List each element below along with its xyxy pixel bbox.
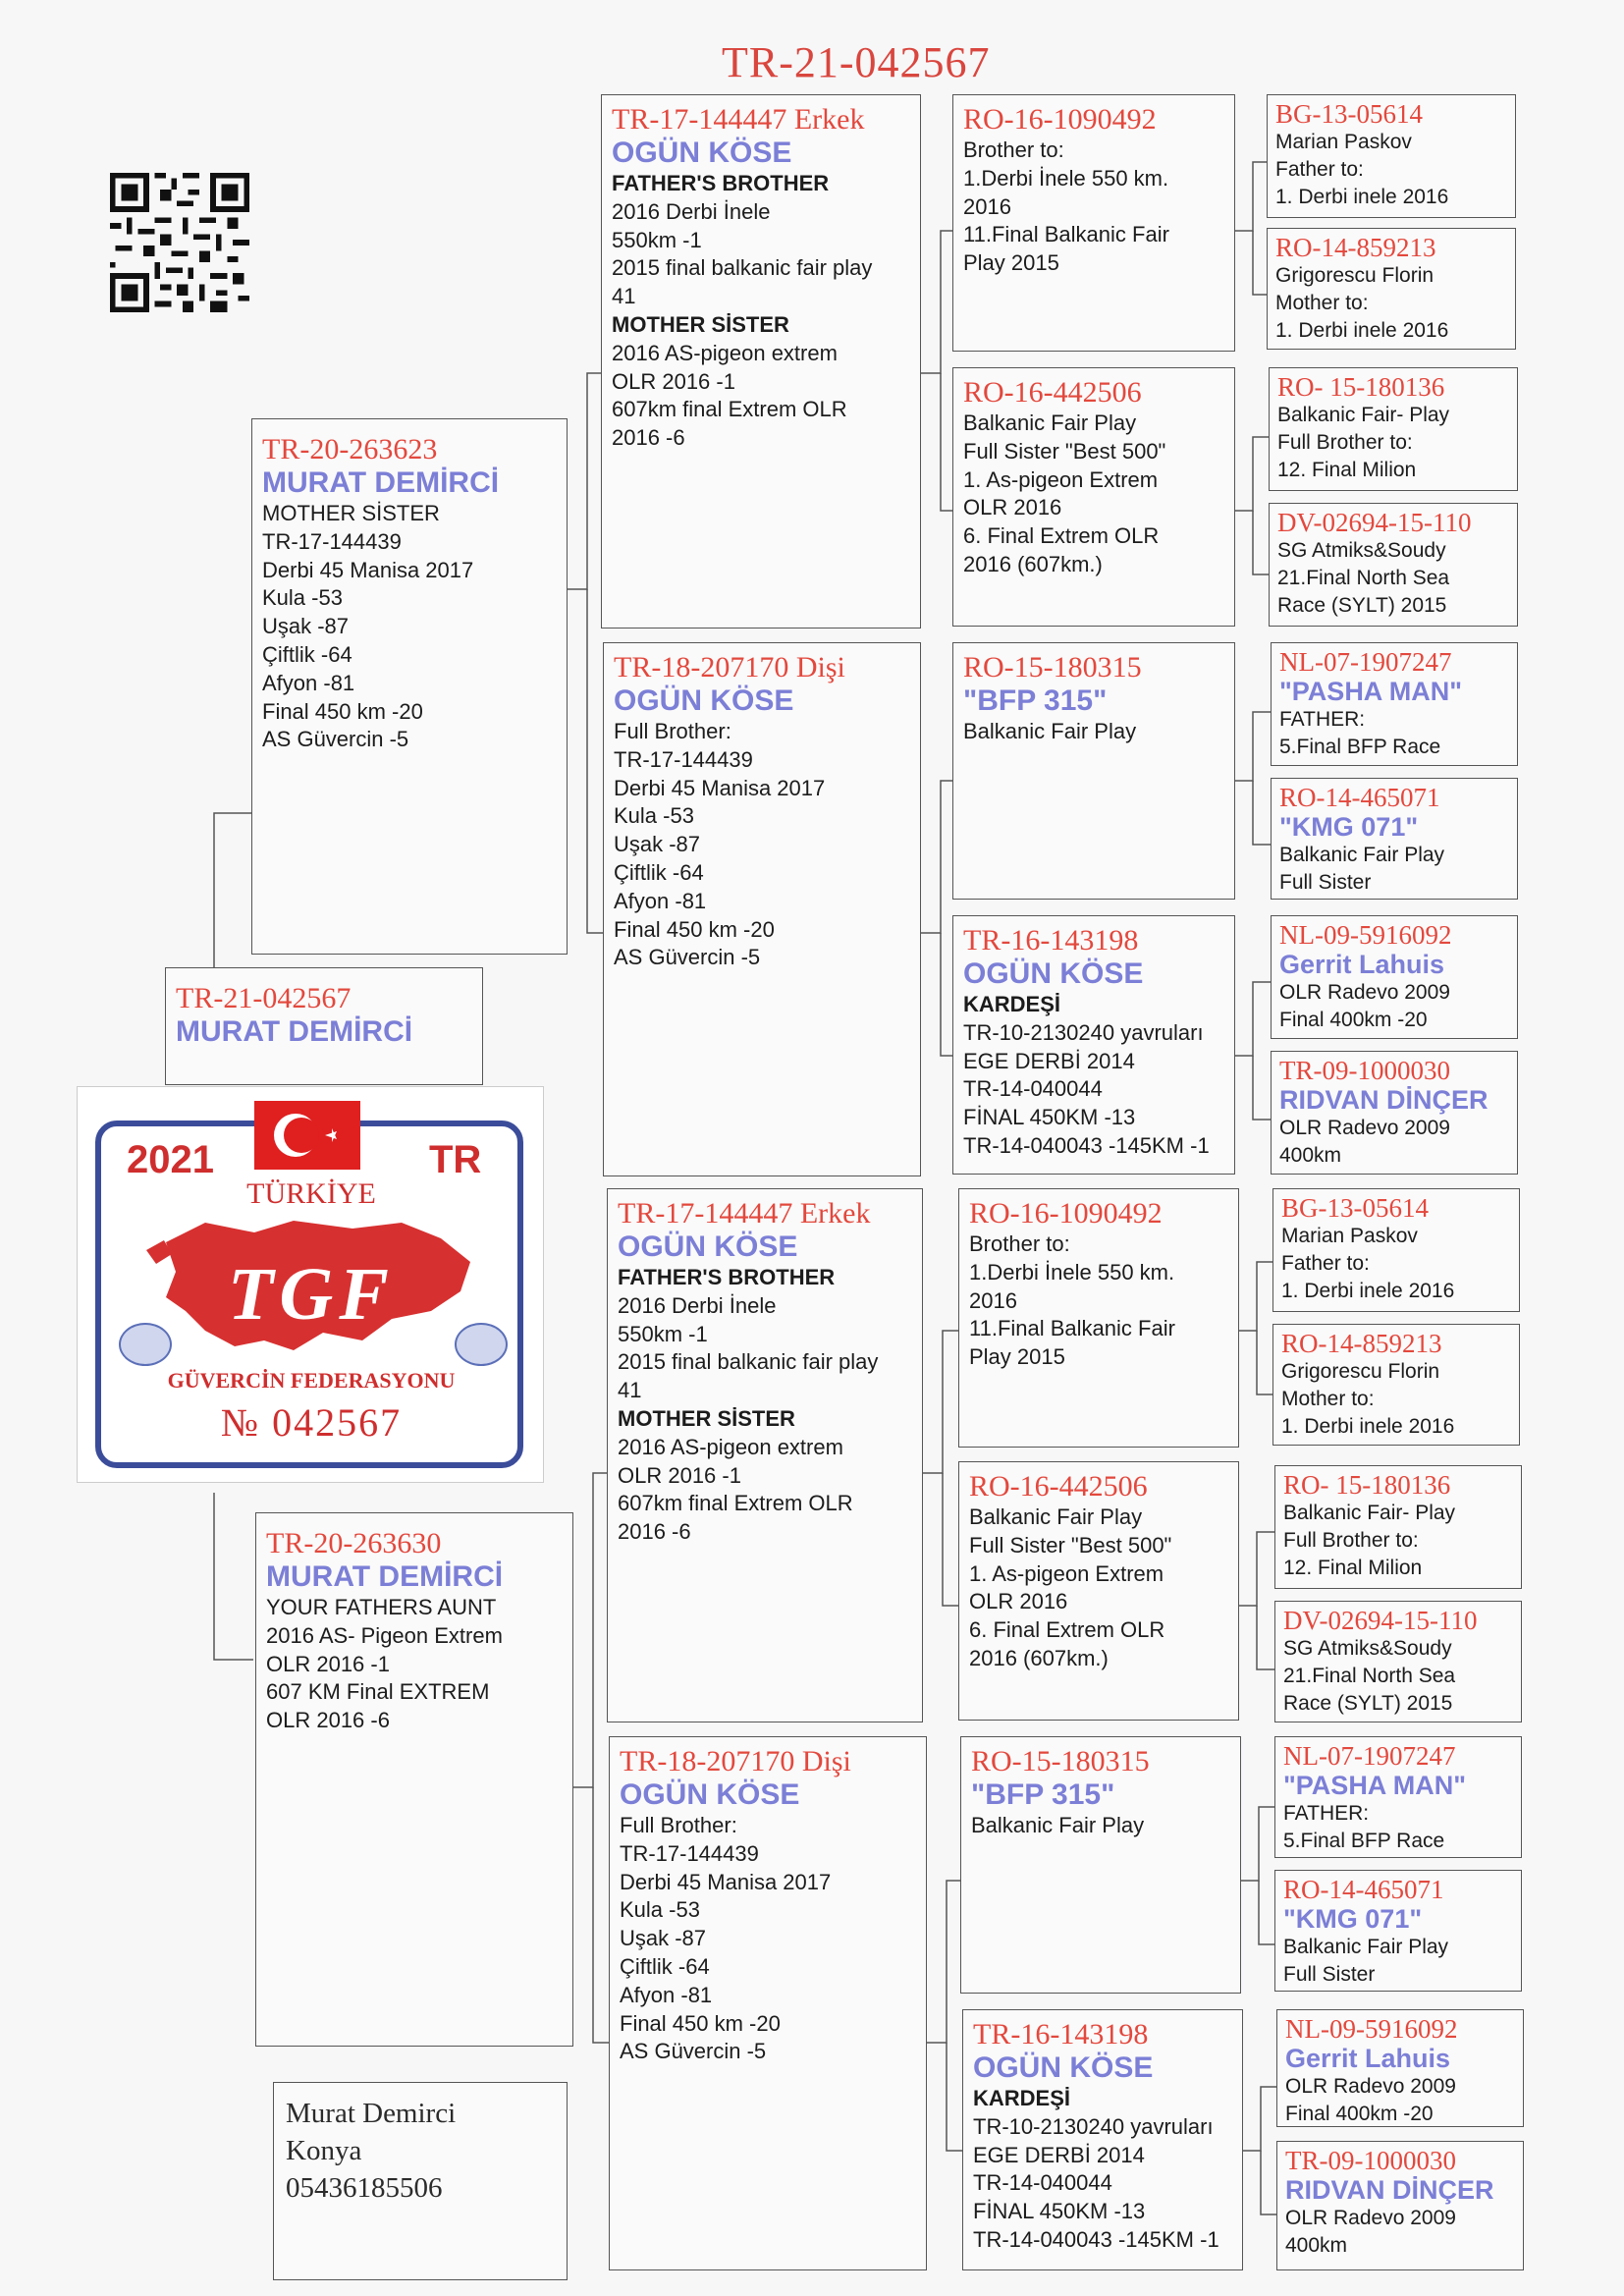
gggp-ring: RO- 15-180136: [1277, 372, 1445, 402]
note-line: Derbi 45 Manisa 2017: [620, 1869, 832, 1894]
note-line: MOTHER SİSTER: [262, 501, 440, 525]
note-line: 2016 Derbi İnele: [618, 1292, 777, 1318]
gggp-ring: DV-02694-15-110: [1283, 1606, 1478, 1635]
gggp-ring: BG-13-05614: [1281, 1193, 1429, 1223]
turkish-flag-icon: [254, 1101, 360, 1170]
pedigree-title: TR-21-042567: [722, 38, 991, 86]
gggp-notes: [1283, 1934, 1513, 1989]
note-line: 6. Final Extrem OLR: [969, 1617, 1165, 1643]
ggp-notes: [973, 2085, 1232, 2255]
note-line: Final 450 km -20: [620, 2010, 781, 2036]
note-line: FATHER'S BROTHER: [618, 1265, 836, 1289]
note-line: 11.Final Balkanic Fair: [963, 222, 1169, 247]
gg-grandparent-box-16: [1276, 2141, 1524, 2270]
note-line: 41: [618, 1378, 642, 1403]
note-line: Afyon -81: [262, 670, 355, 695]
note-line: 1. Derbi inele 2016: [1275, 319, 1449, 342]
ggp-owner: OGÜN KÖSE: [973, 2051, 1154, 2084]
note-line: Race (SYLT) 2015: [1277, 594, 1447, 617]
note-line: Kula -53: [262, 585, 343, 611]
note-line: 2016: [963, 193, 1011, 219]
gggp-notes: [1279, 1115, 1509, 1170]
note-line: Full Brother to:: [1283, 1529, 1419, 1552]
note-line: TR-17-144439: [620, 1840, 759, 1866]
gggp-owner: RIDVAN DİNÇER: [1279, 1085, 1489, 1115]
note-line: Full Brother to:: [1277, 431, 1413, 454]
note-line: 607 KM Final EXTREM: [266, 1679, 490, 1705]
note-line: Kula -53: [620, 1897, 700, 1923]
note-line: OLR 2016 -1: [612, 368, 735, 394]
note-line: FATHER:: [1279, 708, 1366, 731]
subject-ring: TR-21-042567: [176, 982, 352, 1014]
great-grandparent-box-8: [962, 2009, 1243, 2270]
grandparent-ring: TR-17-144447 Erkek: [612, 103, 865, 136]
gggp-ring: NL-09-5916092: [1279, 920, 1452, 950]
note-line: Play 2015: [963, 250, 1059, 276]
note-line: Çiftlik -64: [614, 859, 704, 885]
note-line: AS Güvercin -5: [614, 945, 761, 970]
note-line: OLR 2016 -6: [266, 1708, 390, 1733]
note-line: 550km -1: [612, 227, 702, 252]
card-year: 2021: [127, 1138, 214, 1181]
note-line: OLR Radevo 2009: [1279, 981, 1450, 1004]
note-line: Father to:: [1281, 1252, 1370, 1275]
gggp-owner: "PASHA MAN": [1283, 1771, 1467, 1800]
gg-grandparent-box-15: [1276, 2009, 1524, 2127]
gg-grandparent-box-8: [1271, 1051, 1518, 1175]
gg-grandparent-box-6: [1271, 778, 1518, 900]
gg-grandparent-box-9: [1272, 1188, 1520, 1312]
note-line: Kula -53: [614, 803, 694, 829]
note-line: Race (SYLT) 2015: [1283, 1692, 1453, 1715]
gggp-owner: "PASHA MAN": [1279, 677, 1463, 706]
note-line: Derbi 45 Manisa 2017: [614, 775, 826, 800]
gggp-ring: TR-09-1000030: [1279, 1056, 1450, 1085]
grandparent-ring: TR-18-207170 Dişi: [614, 651, 845, 683]
grandparent-box-2: [603, 642, 921, 1176]
note-line: 1. As-pigeon Extrem: [969, 1560, 1164, 1586]
note-line: 41: [612, 284, 636, 309]
note-line: Full Sister: [1279, 871, 1372, 894]
breeder-phone: 05436185506: [286, 2172, 443, 2204]
gggp-owner: RIDVAN DİNÇER: [1285, 2175, 1494, 2205]
gggp-ring: NL-09-5916092: [1285, 2014, 1458, 2044]
gggp-ring: TR-09-1000030: [1285, 2146, 1456, 2175]
note-line: Grigorescu Florin: [1275, 264, 1435, 287]
parent-box-1: [251, 418, 568, 955]
card-country-code: TR: [429, 1138, 482, 1181]
note-line: TR-17-144439: [614, 746, 753, 772]
gggp-notes: [1283, 1635, 1513, 1718]
gggp-owner: "KMG 071": [1279, 812, 1419, 842]
note-line: Mother to:: [1275, 292, 1369, 314]
great-grandparent-box-6: [958, 1461, 1239, 1721]
note-line: 607km final Extrem OLR: [612, 397, 847, 422]
note-line: Balkanic Fair- Play: [1277, 404, 1450, 426]
note-line: Full Sister "Best 500": [969, 1532, 1172, 1558]
ggp-ring: TR-16-143198: [973, 2018, 1149, 2050]
note-line: Marian Paskov: [1275, 131, 1412, 153]
gggp-notes: [1277, 402, 1509, 484]
gggp-owner: Gerrit Lahuis: [1279, 950, 1445, 979]
note-line: Balkanic Fair Play: [1283, 1936, 1449, 1958]
note-line: 5.Final BFP Race: [1283, 1830, 1445, 1852]
gggp-notes: [1285, 2073, 1515, 2127]
grandparent-notes: [612, 170, 910, 453]
gggp-notes: [1277, 537, 1509, 620]
tgf-ring-card: [77, 1086, 544, 1483]
gggp-notes: [1275, 262, 1507, 345]
note-line: 2016 (607km.): [969, 1645, 1109, 1670]
note-line: FİNAL 450KM -13: [963, 1105, 1136, 1130]
note-line: 1.Derbi İnele 550 km.: [969, 1259, 1175, 1285]
ggp-notes: [971, 1812, 1230, 1840]
ggp-ring: RO-16-1090492: [969, 1197, 1163, 1230]
note-line: 2015 final balkanic fair play: [612, 255, 873, 281]
ggp-ring: TR-16-143198: [963, 924, 1139, 957]
gg-grandparent-box-1: [1267, 94, 1516, 218]
gggp-ring: NL-07-1907247: [1283, 1741, 1456, 1771]
breeder-info-box: [273, 2082, 568, 2280]
note-line: Final 400km -20: [1279, 1009, 1428, 1031]
gggp-ring: RO-14-859213: [1275, 233, 1436, 262]
note-line: Balkanic Fair Play: [971, 1813, 1145, 1837]
note-line: 12. Final Milion: [1283, 1557, 1423, 1579]
note-line: Balkanic Fair Play: [969, 1504, 1143, 1529]
ggp-owner: OGÜN KÖSE: [963, 957, 1144, 990]
note-line: TR-10-2130240 yavruları: [963, 1019, 1204, 1045]
note-line: Balkanic Fair Play: [1279, 844, 1445, 866]
note-line: Çiftlik -64: [262, 641, 352, 667]
card-ring-number: № 042567: [220, 1400, 403, 1445]
grandparent-owner: OGÜN KÖSE: [614, 684, 794, 717]
note-line: 12. Final Milion: [1277, 459, 1417, 481]
gggp-ring: RO- 15-180136: [1283, 1470, 1451, 1500]
note-line: Afyon -81: [620, 1982, 713, 2007]
breeder-city: Konya: [286, 2135, 362, 2166]
note-line: OLR 2016 -1: [266, 1651, 390, 1676]
note-line: 2016 AS-pigeon extrem: [612, 340, 838, 365]
grandparent-notes: [618, 1264, 912, 1547]
gggp-ring: DV-02694-15-110: [1277, 508, 1472, 537]
parent-ring: TR-20-263630: [266, 1527, 442, 1559]
gggp-ring: NL-07-1907247: [1279, 647, 1452, 677]
note-line: Full Sister: [1283, 1963, 1376, 1986]
note-line: Final 450 km -20: [262, 698, 423, 724]
note-line: Marian Paskov: [1281, 1225, 1418, 1247]
parent-ring: TR-20-263623: [262, 433, 438, 465]
gggp-notes: [1281, 1223, 1511, 1305]
great-grandparent-box-4: [952, 915, 1235, 1175]
note-line: OLR Radevo 2009: [1285, 2207, 1456, 2229]
grandparent-ring: TR-18-207170 Dişi: [620, 1745, 851, 1777]
ggp-owner: "BFP 315": [963, 684, 1108, 717]
note-line: 6. Final Extrem OLR: [963, 523, 1160, 549]
note-line: OLR Radevo 2009: [1285, 2075, 1456, 2098]
gggp-ring: RO-14-465071: [1283, 1875, 1444, 1904]
great-grandparent-box-3: [952, 642, 1235, 900]
gg-grandparent-box-11: [1274, 1465, 1522, 1589]
note-line: Derbi 45 Manisa 2017: [262, 557, 474, 582]
note-line: 2016 Derbi İnele: [612, 198, 771, 224]
grandparent-box-1: [601, 94, 921, 629]
gg-grandparent-box-13: [1274, 1736, 1522, 1858]
grandparent-box-4: [609, 1736, 927, 2270]
ggp-notes: [963, 991, 1224, 1161]
ggp-ring: RO-16-442506: [963, 376, 1142, 409]
note-line: TR-14-040043 -145KM -1: [963, 1132, 1210, 1158]
note-line: TR-10-2130240 yavruları: [973, 2113, 1214, 2139]
grandparent-notes: [614, 718, 910, 972]
gggp-ring: RO-14-859213: [1281, 1329, 1442, 1358]
note-line: 1. Derbi inele 2016: [1281, 1280, 1455, 1302]
note-line: OLR 2016: [963, 495, 1062, 520]
note-line: 1. Derbi inele 2016: [1281, 1415, 1455, 1438]
note-line: Final 450 km -20: [614, 916, 775, 942]
note-line: Final 400km -20: [1285, 2103, 1434, 2125]
note-line: 5.Final BFP Race: [1279, 736, 1441, 758]
note-line: MOTHER SİSTER: [618, 1405, 795, 1431]
grandparent-ring: TR-17-144447 Erkek: [618, 1197, 871, 1230]
note-line: 400km: [1279, 1144, 1342, 1167]
gggp-owner: Gerrit Lahuis: [1285, 2044, 1451, 2073]
ggp-owner: "BFP 315": [971, 1778, 1115, 1811]
gggp-notes: [1275, 129, 1507, 211]
ggp-ring: RO-15-180315: [963, 651, 1142, 683]
gggp-notes: [1279, 842, 1509, 897]
note-line: Afyon -81: [614, 888, 707, 913]
note-line: EGE DERBİ 2014: [963, 1048, 1135, 1073]
note-line: 1. As-pigeon Extrem: [963, 466, 1159, 492]
breeder-name: Murat Demirci: [286, 2098, 457, 2129]
parent-box-2: [255, 1512, 573, 2047]
note-line: SG Atmiks&Soudy: [1283, 1637, 1452, 1660]
card-federation: GÜVERCİN FEDERASYONU: [167, 1368, 456, 1393]
ggp-ring: RO-15-180315: [971, 1745, 1150, 1777]
grandparent-box-3: [607, 1188, 923, 1722]
note-line: Brother to:: [963, 137, 1064, 162]
ggp-notes: [969, 1230, 1228, 1372]
note-line: KARDEŞİ: [973, 2086, 1071, 2110]
great-grandparent-box-2: [952, 367, 1235, 627]
ggp-notes: [963, 410, 1224, 579]
note-line: FİNAL 450KM -13: [973, 2199, 1146, 2224]
note-line: OLR 2016 -1: [618, 1462, 741, 1488]
ggp-ring: RO-16-1090492: [963, 103, 1157, 136]
note-line: 11.Final Balkanic Fair: [969, 1316, 1175, 1341]
note-line: 1. Derbi inele 2016: [1275, 186, 1449, 208]
subject-owner: MURAT DEMİRCİ: [176, 1015, 413, 1048]
note-line: Play 2015: [969, 1344, 1065, 1370]
note-line: 21.Final North Sea: [1277, 567, 1450, 589]
note-line: TR-14-040044: [973, 2170, 1112, 2196]
gggp-notes: [1279, 979, 1509, 1034]
great-grandparent-box-1: [952, 94, 1235, 352]
gggp-owner: "KMG 071": [1283, 1904, 1423, 1934]
note-line: Balkanic Fair Play: [963, 719, 1137, 743]
gg-grandparent-box-14: [1274, 1870, 1522, 1992]
parent-notes: [262, 500, 557, 754]
card-logo: TGF: [228, 1253, 395, 1336]
note-line: Grigorescu Florin: [1281, 1360, 1440, 1383]
gg-grandparent-box-2: [1267, 228, 1516, 350]
note-line: Balkanic Fair- Play: [1283, 1502, 1456, 1524]
note-line: OLR 2016: [969, 1589, 1068, 1614]
grandparent-notes: [620, 1812, 916, 2066]
note-line: Mother to:: [1281, 1388, 1375, 1410]
gggp-notes: [1279, 706, 1509, 761]
gg-grandparent-box-7: [1271, 915, 1518, 1039]
note-line: TR-14-040044: [963, 1076, 1103, 1102]
grandparent-owner: OGÜN KÖSE: [620, 1778, 800, 1811]
ggp-notes: [969, 1503, 1228, 1673]
note-line: 607km final Extrem OLR: [618, 1491, 853, 1516]
ggp-notes: [963, 137, 1224, 278]
note-line: Full Sister "Best 500": [963, 438, 1166, 464]
subject-box: [165, 967, 483, 1085]
note-line: 2015 final balkanic fair play: [618, 1349, 879, 1375]
note-line: Full Brother:: [620, 1813, 737, 1837]
gggp-notes: [1283, 1800, 1513, 1855]
note-line: Uşak -87: [620, 1926, 707, 1951]
note-line: MOTHER SİSTER: [612, 311, 789, 337]
note-line: SG Atmiks&Soudy: [1277, 539, 1446, 562]
great-grandparent-box-7: [960, 1736, 1241, 1994]
gggp-notes: [1285, 2205, 1515, 2260]
gg-grandparent-box-10: [1272, 1324, 1520, 1446]
note-line: AS Güvercin -5: [262, 727, 409, 752]
note-line: TR-17-144439: [262, 528, 402, 554]
note-line: 21.Final North Sea: [1283, 1665, 1456, 1687]
note-line: 2016 -6: [618, 1519, 691, 1545]
gggp-notes: [1283, 1500, 1513, 1582]
note-line: 2016 AS- Pigeon Extrem: [266, 1622, 503, 1648]
note-line: Full Brother:: [614, 719, 731, 743]
great-grandparent-box-5: [958, 1188, 1239, 1448]
ggp-ring: RO-16-442506: [969, 1470, 1148, 1503]
gggp-ring: BG-13-05614: [1275, 99, 1423, 129]
note-line: FATHER:: [1283, 1802, 1370, 1825]
note-line: AS Güvercin -5: [620, 2039, 767, 2064]
note-line: Father to:: [1275, 158, 1364, 181]
gg-grandparent-box-5: [1271, 642, 1518, 766]
note-line: 2016 -6: [612, 425, 685, 451]
note-line: 2016: [969, 1287, 1017, 1313]
note-line: EGE DERBİ 2014: [973, 2142, 1145, 2167]
note-line: 550km -1: [618, 1321, 708, 1346]
note-line: YOUR FATHERS AUNT: [266, 1595, 497, 1619]
gg-grandparent-box-3: [1269, 367, 1518, 491]
gg-grandparent-box-12: [1274, 1601, 1522, 1722]
note-line: 2016 (607km.): [963, 551, 1103, 576]
note-line: Uşak -87: [614, 832, 701, 857]
gggp-ring: RO-14-465071: [1279, 783, 1440, 812]
ggp-notes: [963, 718, 1224, 746]
note-line: Çiftlik -64: [620, 1953, 710, 1979]
grandparent-owner: OGÜN KÖSE: [618, 1230, 798, 1263]
note-line: Brother to:: [969, 1231, 1070, 1256]
note-line: Uşak -87: [262, 614, 350, 639]
grandparent-owner: OGÜN KÖSE: [612, 137, 792, 169]
parent-owner: MURAT DEMİRCİ: [262, 466, 500, 499]
note-line: TR-14-040043 -145KM -1: [973, 2226, 1219, 2252]
note-line: FATHER'S BROTHER: [612, 171, 830, 195]
note-line: 1.Derbi İnele 550 km.: [963, 165, 1169, 191]
note-line: Balkanic Fair Play: [963, 410, 1137, 435]
note-line: 400km: [1285, 2234, 1348, 2257]
note-line: KARDEŞİ: [963, 992, 1061, 1016]
gg-grandparent-box-4: [1269, 503, 1518, 627]
note-line: 2016 AS-pigeon extrem: [618, 1434, 843, 1459]
card-country: TÜRKİYE: [246, 1177, 376, 1210]
gggp-notes: [1281, 1358, 1511, 1441]
parent-notes: [266, 1594, 563, 1735]
note-line: OLR Radevo 2009: [1279, 1117, 1450, 1139]
parent-owner: MURAT DEMİRCİ: [266, 1560, 504, 1593]
